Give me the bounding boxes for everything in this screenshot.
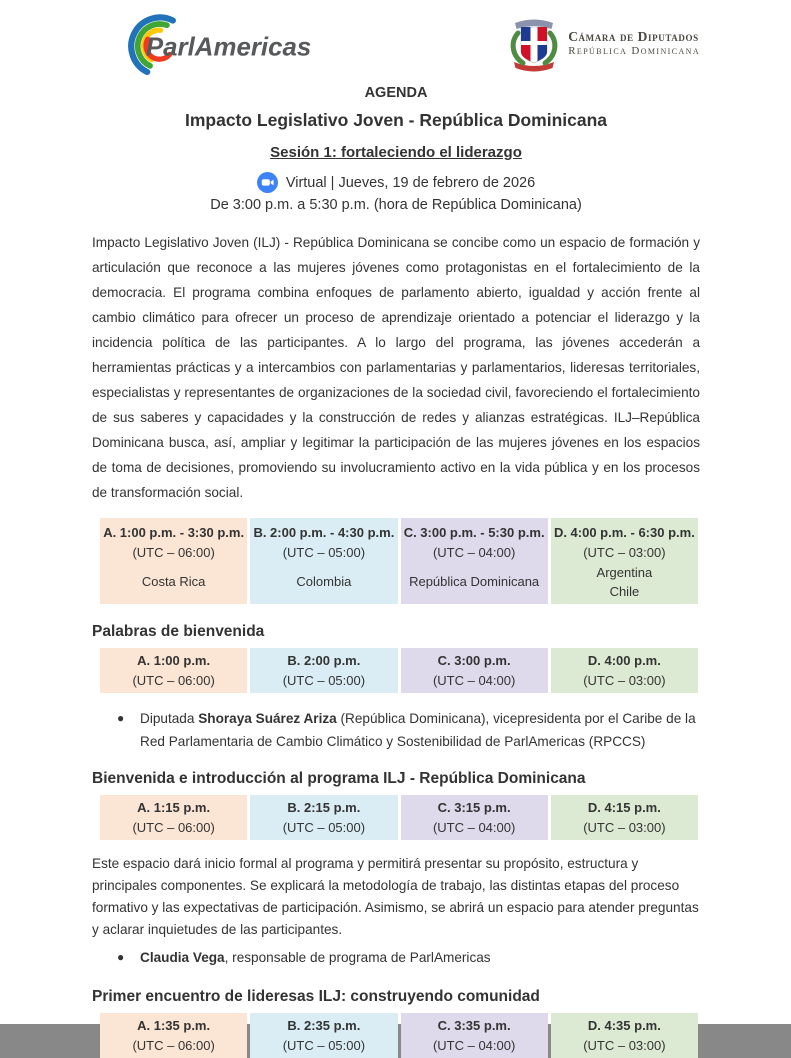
- tz-utc: (UTC – 06:00): [132, 545, 215, 560]
- tz-col-c: [401, 648, 548, 693]
- tz-utc: (UTC – 04:00): [432, 1038, 516, 1053]
- camara-line1: Cámara de Diputados: [568, 28, 699, 44]
- document-title: Impacto Legislativo Joven - República Dominicana: [184, 110, 608, 130]
- tz-country: [100, 563, 247, 604]
- country-name: Colombia: [296, 574, 352, 589]
- parlamericas-logo-icon: [98, 13, 328, 75]
- tz-time: D. 4:00 p.m.: [587, 653, 661, 668]
- country-name: Costa Rica: [141, 574, 206, 589]
- tz-time: A. 1:00 p.m.: [137, 653, 211, 668]
- tz-col-b: [250, 648, 397, 693]
- tz-utc: (UTC – 03:00): [583, 673, 666, 688]
- tz-time: C. 3:00 p.m.: [437, 653, 511, 668]
- tz-utc: (UTC – 04:00): [432, 545, 516, 560]
- country-name: Argentina: [596, 565, 653, 580]
- bullet-text: [140, 946, 491, 969]
- tz-utc: (UTC – 06:00): [132, 673, 215, 688]
- tz-col-c: [401, 518, 548, 604]
- tz-utc: (UTC – 03:00): [583, 545, 666, 560]
- tz-col-d: [551, 1013, 698, 1058]
- tz-time: C. 3:00 p.m. - 5:30 p.m.: [403, 525, 545, 540]
- country-name: República Dominicana: [409, 574, 540, 589]
- speaker-bullet-shoraya: [92, 707, 700, 753]
- section-heading-bienvenida: Bienvenida e introducción al programa ILJ - República Dominicana: [92, 770, 586, 787]
- bullet-text-post: (República Dominicana), vicepresidenta por el Caribe de la Red Parlamentaria de Cambio Climático y Sostenibilidad de ParlAmericas (RPCCS): [140, 711, 696, 749]
- timezone-table-bienvenida: [100, 795, 698, 840]
- tz-time: B. 2:15 p.m.: [287, 800, 361, 815]
- session-time-line: De 3:00 p.m. a 5:30 p.m. (hora de República Dominicana): [210, 197, 582, 213]
- header: [92, 0, 700, 72]
- title-block: [92, 85, 700, 213]
- tz-time: A. 1:00 p.m. - 3:30 p.m.: [103, 525, 245, 540]
- dominican-coat-of-arms-icon: [506, 14, 562, 72]
- tz-utc: (UTC – 05:00): [282, 820, 366, 835]
- camara-diputados-logo: [506, 14, 700, 72]
- tz-time: A. 1:15 p.m.: [137, 800, 211, 815]
- timezone-table-main: [100, 518, 698, 604]
- bullet-text: [140, 707, 700, 753]
- tz-col-a: [100, 518, 247, 604]
- tz-utc: (UTC – 03:00): [583, 820, 666, 835]
- tz-utc: (UTC – 06:00): [132, 820, 215, 835]
- tz-utc: (UTC – 05:00): [282, 673, 366, 688]
- tz-col-d: [551, 648, 698, 693]
- tz-time: D. 4:00 p.m. - 6:30 p.m.: [553, 525, 695, 540]
- virtual-date-text: Virtual | Jueves, 19 de febrero de 2026: [285, 174, 536, 191]
- tz-country: [551, 563, 698, 605]
- tz-time: C. 3:15 p.m.: [437, 800, 511, 815]
- tz-time: A. 1:35 p.m.: [137, 1018, 211, 1033]
- zoom-video-icon: [257, 172, 278, 193]
- virtual-date-line: [92, 172, 700, 193]
- agenda-label: AGENDA: [364, 85, 428, 101]
- section-heading-palabras: Palabras de bienvenida: [92, 623, 265, 640]
- tz-time: D. 4:15 p.m.: [587, 800, 661, 815]
- speaker-name: Shoraya Suárez Ariza: [198, 711, 337, 726]
- tz-utc: (UTC – 04:00): [432, 820, 516, 835]
- tz-col-b: [250, 518, 397, 604]
- tz-col-c: [401, 795, 548, 840]
- tz-col-a: [100, 795, 247, 840]
- speaker-name: Claudia Vega: [140, 950, 225, 965]
- tz-utc: (UTC – 05:00): [282, 545, 366, 560]
- tz-col-b: [250, 795, 397, 840]
- tz-time: B. 2:35 p.m.: [287, 1018, 361, 1033]
- tz-col-a: [100, 1013, 247, 1058]
- parlamericas-logo: [98, 13, 328, 80]
- bullet-text-post: , responsable de programa de ParlAmericas: [224, 950, 491, 965]
- bullet-icon: ●: [117, 711, 125, 725]
- tz-time: C. 3:35 p.m.: [437, 1018, 511, 1033]
- tz-utc: (UTC – 04:00): [432, 673, 516, 688]
- bullet-icon: ●: [117, 950, 125, 964]
- camara-diputados-text: [568, 29, 700, 58]
- section-heading-primer-encuentro: Primer encuentro de lideresas ILJ: construyendo comunidad: [92, 988, 540, 1005]
- section-paragraph-bienvenida: Este espacio dará inicio formal al programa y permitirá presentar su propósito, estructura y principales componentes. Se explicará la metodología de trabajo, las distintas etapas del proceso formativo y las expectativas de participación. Asimismo, se abrirá un espacio para atender preguntas y aclarar inquietudes de las participantes.: [92, 856, 699, 937]
- tz-country: [401, 563, 548, 604]
- tz-col-d: [551, 518, 698, 604]
- tz-time: B. 2:00 p.m. - 4:30 p.m.: [253, 525, 395, 540]
- intro-paragraph: Impacto Legislativo Joven (ILJ) - República Dominicana se concibe como un espacio de formación y articulación que reconoce a las mujeres jóvenes como protagonistas en el fortalecimiento de la democracia. El programa combina enfoques de parlamento abierto, igualdad y acción frente al cambio climático para ofrecer un proceso de aprendizaje orientado a potenciar el liderazgo y la incidencia política de las participantes. A lo largo del programa, las jóvenes accederán a herramientas prácticas y a intercambios con parlamentarias y parlamentarios, lideresas territoriales, especialistas y representantes de organizaciones de la sociedad civil, favoreciendo el fortalecimiento de sus saberes y capacidades y la construcción de redes y alianzas estratégicas. ILJ–República Dominicana busca, así, ampliar y legitimar la participación de las mujeres jóvenes en los espacios de toma de decisiones, promoviendo su involucramiento activo en la vida pública y en los procesos de transformación social.: [92, 235, 700, 500]
- tz-col-d: [551, 795, 698, 840]
- speaker-bullet-claudia: [92, 946, 700, 969]
- tz-col-b: [250, 1013, 397, 1058]
- tz-country: [250, 563, 397, 604]
- tz-utc: (UTC – 03:00): [583, 1038, 666, 1053]
- tz-utc: (UTC – 05:00): [282, 1038, 366, 1053]
- tz-col-c: [401, 1013, 548, 1058]
- camara-line2: República Dominicana: [568, 44, 700, 57]
- timezone-table-palabras: [100, 648, 698, 693]
- tz-time: D. 4:35 p.m.: [587, 1018, 661, 1033]
- bullet-text-pre: Diputada: [140, 711, 199, 726]
- session-title: Sesión 1: fortaleciendo el liderazgo: [270, 144, 522, 161]
- parlamericas-wordmark: ParlAmericas: [145, 33, 312, 62]
- tz-time: B. 2:00 p.m.: [287, 653, 361, 668]
- timezone-table-primer-encuentro: [100, 1013, 698, 1058]
- country-name: Chile: [609, 584, 640, 599]
- tz-utc: (UTC – 06:00): [132, 1038, 215, 1053]
- tz-col-a: [100, 648, 247, 693]
